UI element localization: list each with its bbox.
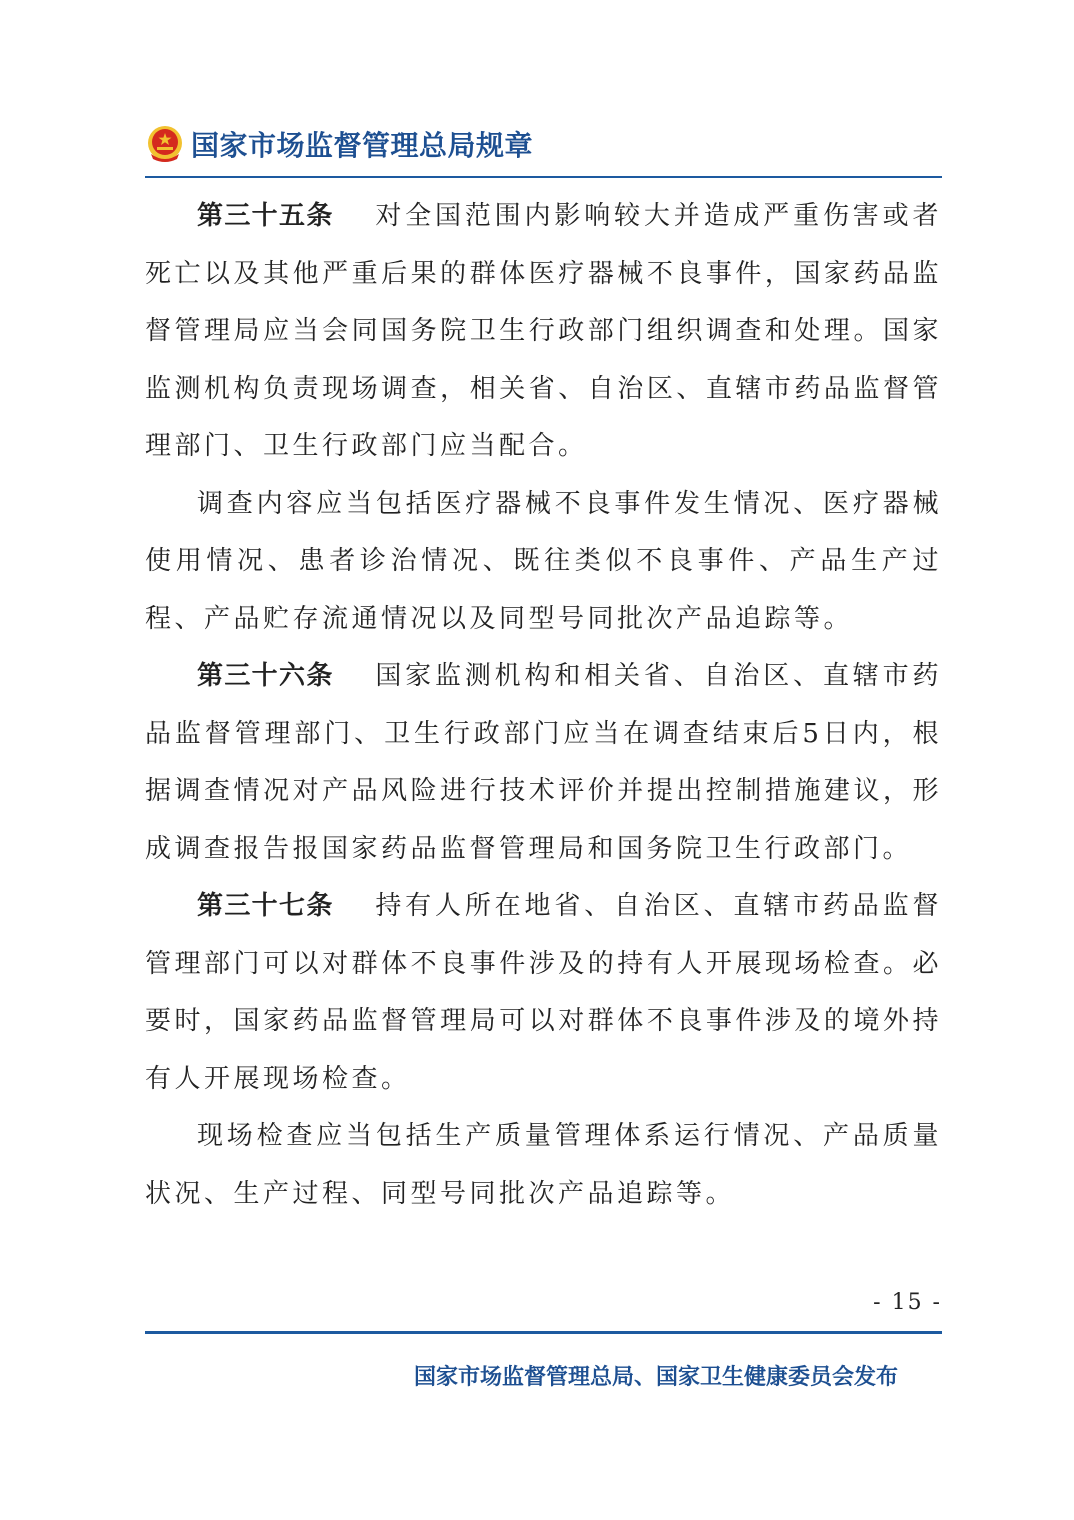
- page-number: - 15 -: [873, 1290, 942, 1315]
- article-paragraph: [145, 188, 942, 476]
- article-text: 对全国范围内影响较大并造成严重伤害或者死亡以及其他严重后果的群体医疗器械不良事件，国家药品监督管理局应当会同国务院卫生行政部门组织调查和处理。国家监测机构负责现场调查，相关省、自治区、直辖市药品监督管理部门、卫生行政部门应当配合。: [145, 201, 942, 461]
- article-text: 国家监测机构和相关省、自治区、直辖市药品监督管理部门、卫生行政部门应当在调查结束后5日内，根据调查情况对产品风险进行技术评价并提出控制措施建议，形成调查报告报国家药品监督管理局和国务院卫生行政部门。: [145, 661, 942, 864]
- document-body: [145, 188, 942, 1223]
- article-paragraph: 调查内容应当包括医疗器械不良事件发生情况、医疗器械使用情况、患者诊治情况、既往类似不良事件、产品生产过程、产品贮存流通情况以及同型号同批次产品追踪等。: [145, 488, 942, 634]
- header-title: 国家市场监督管理总局规章: [191, 129, 534, 162]
- article-text: 持有人所在地省、自治区、直辖市药品监督管理部门可以对群体不良事件涉及的持有人开展现场检查。必要时，国家药品监督管理局可以对群体不良事件涉及的境外持有人开展现场检查。: [145, 891, 942, 1094]
- national-emblem-icon: [145, 124, 185, 164]
- header-divider: [145, 176, 942, 178]
- article-label: 第三十六条: [197, 661, 334, 691]
- footer-divider: [145, 1331, 942, 1334]
- article-paragraph: 现场检查应当包括生产质量管理体系运行情况、产品质量状况、生产过程、同型号同批次产品追踪等。: [145, 1121, 942, 1209]
- article-label: 第三十五条: [197, 201, 334, 231]
- article-paragraph: [145, 648, 942, 878]
- article-paragraph: [145, 878, 942, 1108]
- footer-publisher: 国家市场监督管理总局、国家卫生健康委员会发布: [413, 1365, 898, 1390]
- article-label: 第三十七条: [197, 891, 334, 921]
- page-header: [145, 112, 942, 176]
